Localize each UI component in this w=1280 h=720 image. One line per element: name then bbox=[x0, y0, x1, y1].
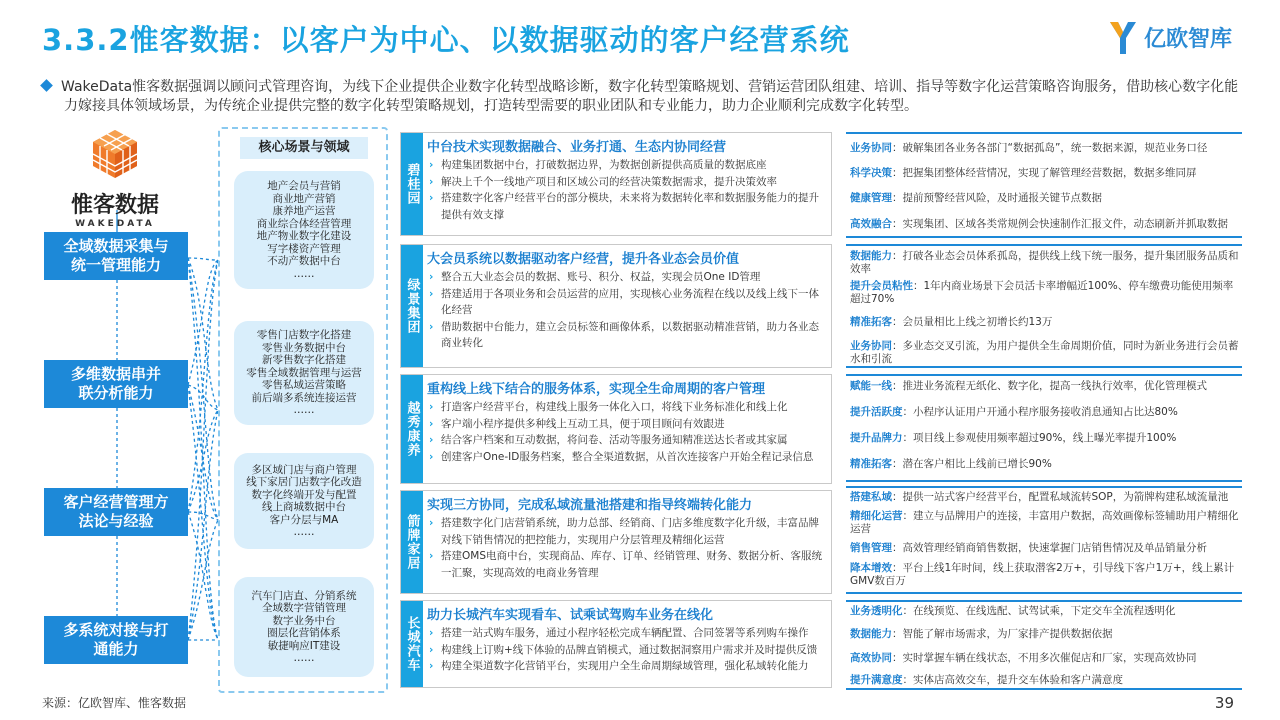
logo-text: 亿欧智库 bbox=[1143, 26, 1232, 52]
scene-item: 康养地产运营 bbox=[272, 205, 336, 217]
wakedata-cube-icon bbox=[89, 128, 141, 180]
case-title: 助力长城汽车实现看车、试乘试驾购车业务在线化 bbox=[427, 608, 714, 623]
result-item: 提升活跃度：小程序认证用户开通小程序服务接收消息通知占比达80% bbox=[850, 406, 1178, 418]
scene-item: 地产会员与营销 bbox=[267, 180, 341, 192]
result-item: 数据能力：打破各业态会员体系孤岛，提供线上线下统一服务，提升集团服务品质和效率 bbox=[850, 250, 1239, 275]
scene-group-retail bbox=[234, 321, 374, 425]
scene-item: 多区域门店与商户管理 bbox=[251, 463, 357, 476]
result-item: 业务透明化：在线预览、在线选配、试驾试乘，下定交车全流程透明化 bbox=[850, 605, 1176, 617]
brand-name: 惟客数据 bbox=[70, 193, 159, 218]
case-tag: 碧桂园 bbox=[401, 133, 423, 235]
capability-box bbox=[44, 488, 188, 536]
case-item: › 解决上千个一线地产项目和区域公司的经营决策数据需求，提升决策效率 bbox=[427, 174, 827, 191]
scene-item: 零售业务数据中台 bbox=[262, 341, 346, 354]
result-group bbox=[846, 600, 1242, 690]
scene-item: 写字楼资产管理 bbox=[267, 242, 341, 255]
scene-item: …… bbox=[293, 526, 315, 538]
capability-box bbox=[44, 360, 188, 408]
result-item: 精准拓客：潜在客户相比上线前已增长90% bbox=[850, 458, 1052, 470]
brand-subtitle: WAKEDATA bbox=[75, 219, 155, 229]
result-item: 数据能力：智能了解市场需求，为厂家排产提供数据依据 bbox=[850, 628, 1113, 640]
case-item: › 构建全渠道数字化营销平台，实现用户全生命周期绿域管理，强化私域转化能力 bbox=[427, 658, 827, 675]
result-item: 科学决策：把握集团整体经营情况，实现了解管理经营数据，数据多维同屏 bbox=[850, 167, 1197, 179]
case-item: › 打造客户经营平台，构建线上服务一体化入口，将线下业务标准化和线上化 bbox=[427, 399, 827, 416]
scene-item: 客户分层与MA bbox=[269, 513, 339, 526]
capability-label: 多系统对接与打通能力 bbox=[63, 621, 169, 658]
case-title: 中台技术实现数据融合、业务打通、生态内协同经营 bbox=[427, 140, 727, 155]
case-title: 大会员系统以数据驱动客户经营，提升各业态会员价值 bbox=[427, 252, 740, 267]
scene-item: 线上商城数据中台 bbox=[262, 501, 346, 513]
intro-text: WakeData惟客数据强调以顾问式管理咨询，为线下企业提供企业数字化转型战略诊断，数字化转型策略规划、营销运营团队组建、培训、指导等数字化运营策略咨询服务，借助核心数字化能力嫁接具体领域场景，为传统企业提供完整的数字化转型策略规划，打造转型需要的职业团队和专业能力，助力企业顺利完成数字化转型。 bbox=[61, 79, 1239, 114]
case-section-lvjing bbox=[400, 244, 832, 368]
result-item: 赋能一线：推进业务流程无纸化、数字化，提高一线执行效率，优化管理模式 bbox=[850, 380, 1207, 392]
result-item: 高效融合：实现集团、区域各类常规例会快速制作汇报文件，动态刷新并抓取数据 bbox=[850, 218, 1228, 230]
case-title: 重构线上线下结合的服务体系，实现全生命周期的客户管理 bbox=[427, 382, 766, 397]
result-item: 搭建私域：提供一站式客户经营平台，配置私域流转SOP，为箭牌构建私域流量池 bbox=[850, 491, 1229, 503]
page-title: 3.3.2惟客数据：以客户为中心、以数据驱动的客户经营系统 bbox=[42, 23, 850, 57]
result-group bbox=[846, 244, 1242, 368]
case-tag: 越秀康养 bbox=[401, 375, 423, 483]
capability-label: 全域数据采集与统一管理能力 bbox=[63, 237, 169, 274]
scene-group-home bbox=[234, 453, 374, 549]
scene-item: 前后端多系统连接运营 bbox=[251, 391, 357, 404]
case-item: › 整合五大业态会员的数据、账号、积分、权益，实现会员One ID管理 bbox=[427, 269, 827, 286]
scene-item: 商业综合体经营管理 bbox=[256, 217, 352, 230]
scene-item: 不动产数据中台 bbox=[267, 255, 341, 267]
wakedata-brand bbox=[60, 128, 170, 229]
case-section-country-garden bbox=[400, 132, 832, 236]
core-scenes-panel bbox=[218, 127, 388, 693]
scene-item: …… bbox=[293, 652, 315, 664]
result-group bbox=[846, 486, 1242, 594]
case-title: 实现三方协同，完成私域流量池搭建和指导终端转化能力 bbox=[427, 498, 753, 513]
result-item: 高效协同：实时掌握车辆在线状态，不用多次催促店和厂家，实现高效协同 bbox=[850, 652, 1197, 664]
capability-box bbox=[44, 616, 188, 664]
scene-group-auto bbox=[234, 577, 374, 677]
case-item: › 搭建数字化客户经营平台的部分模块，未来将为数据转化率和数据服务能力的提升提供有效支撑 bbox=[427, 190, 827, 223]
scene-item: 敏捷响应IT建设 bbox=[267, 639, 341, 652]
scene-item: 数字化终端开发与配置 bbox=[251, 488, 357, 501]
case-item: › 构建集团数据中台，打破数据边界，为数据创新提供高质量的数据底座 bbox=[427, 157, 827, 174]
result-item: 健康管理：提前预警经营风险，及时通报关键节点数据 bbox=[850, 192, 1102, 204]
scene-group-real-estate bbox=[234, 171, 374, 289]
page-number: 39 bbox=[1214, 694, 1234, 712]
scene-item: 全域数字营销管理 bbox=[262, 602, 346, 614]
scene-item: 零售私域运营策略 bbox=[262, 379, 346, 392]
capability-label: 多维数据串并联分析能力 bbox=[70, 365, 161, 402]
result-item: 精细化运营：建立与品牌用户的连接，丰富用户数据，高效画像标签辅助用户精细化运营 bbox=[850, 510, 1239, 535]
scene-item: 新零售数字化搭建 bbox=[262, 354, 346, 367]
scene-item: …… bbox=[293, 404, 315, 417]
scene-item: 零售全域数据管理与运营 bbox=[246, 366, 362, 379]
scene-item: 地产物业数字化建设 bbox=[256, 230, 352, 242]
scene-item: 汽车门店直、分销系统 bbox=[251, 589, 357, 602]
case-item: › 搭建OMS电商中台，实现商品、库存、订单、经销管理、财务、数据分析、客服统一汇聚，实现高效的电商业务管理 bbox=[427, 548, 827, 581]
case-item: › 客户端小程序提供多种线上互动工具，便于项目顾问有效跟进 bbox=[427, 416, 827, 433]
case-item: › 搭建一站式购车服务，通过小程序轻松完成车辆配置、合同签署等系列购车操作 bbox=[427, 625, 827, 642]
case-item: › 搭建适用于各项业务和会员运营的应用，实现核心业务流程在线以及线上线下一体化经营 bbox=[427, 286, 827, 319]
result-item: 提升品牌力：项目线上参观使用频率超过90%，线上曝光率提升100% bbox=[850, 432, 1177, 444]
result-item: 精准拓客：会员量相比上线之初增长约13万 bbox=[850, 316, 1053, 328]
result-item: 提升满意度：实体店高效交车，提升交车体验和客户满意度 bbox=[850, 674, 1123, 686]
source-note: 来源：亿欧智库、惟客数据 bbox=[42, 696, 187, 710]
case-tag: 长城汽车 bbox=[401, 601, 423, 687]
result-item: 销售管理：高效管理经销商销售数据，快速掌握门店销售情况及单品销量分析 bbox=[850, 542, 1207, 554]
result-group bbox=[846, 374, 1242, 482]
scene-item: 商业地产营销 bbox=[272, 192, 336, 205]
result-item: 业务协同：多业态交叉引流，为用户提供全生命周期价值，同时为新业务进行会员蓄水和引流 bbox=[850, 340, 1239, 365]
case-section-great-wall bbox=[400, 600, 832, 688]
scene-item: 圈层化营销体系 bbox=[267, 627, 341, 639]
case-section-yuexiu bbox=[400, 374, 832, 484]
capability-box bbox=[44, 232, 188, 280]
core-scenes-heading: 核心场景与领域 bbox=[240, 137, 368, 159]
case-tag: 绿景集团 bbox=[401, 245, 423, 367]
result-item: 降本增效：平台上线1年时间，线上获取潜客2万+，引导线下客户1万+，线上累计GMV数百万 bbox=[850, 562, 1235, 587]
scene-item: 数字业务中台 bbox=[272, 614, 336, 627]
scene-item: …… bbox=[293, 267, 315, 280]
case-item: › 借助数据中台能力，建立会员标签和画像体系，以数据驱动精准营销，助力各业态商业转化 bbox=[427, 319, 827, 352]
case-tag: 箭牌家居 bbox=[401, 491, 423, 593]
case-item: › 结合客户档案和互动数据，将问卷、活动等服务通知精准送达长者或其家属 bbox=[427, 432, 827, 449]
case-section-arrow bbox=[400, 490, 832, 594]
case-item: › 构建线上订购+线下体验的品牌直销模式，通过数据洞察用户需求并及时提供反馈 bbox=[427, 642, 827, 659]
case-item: › 创建客户One-ID服务档案，整合全渠道数据，从首次连接客户开始全程记录信息 bbox=[427, 449, 827, 466]
result-group bbox=[846, 132, 1242, 238]
capability-label: 客户经营管理方法论与经验 bbox=[63, 493, 169, 530]
result-item: 提升会员粘性：1年内商业场景下会员活卡率增幅近100%、停车缴费功能使用频率超过70% bbox=[850, 280, 1234, 305]
result-item: 业务协同：破解集团各业务各部门“数据孤岛”，统一数据来源，规范业务口径 bbox=[850, 142, 1208, 154]
scene-item: 零售门店数字化搭建 bbox=[256, 329, 352, 342]
case-item: › 搭建数字化门店营销系统，助力总部、经销商、门店多维度数字化升级，丰富品牌对线下销售情况的把控能力，实现用户分层管理及精细化运营 bbox=[427, 515, 827, 548]
scene-item: 线下家居门店数字化改造 bbox=[246, 476, 362, 488]
